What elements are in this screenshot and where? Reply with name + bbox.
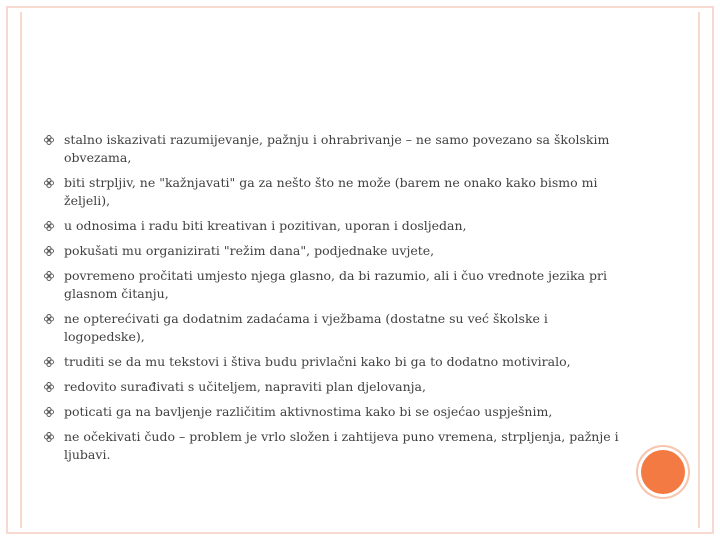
list-item <box>44 174 624 210</box>
flower-bullet-icon <box>44 246 54 256</box>
bullet-text: poticati ga na bavljenje različitim aktivnostima kako bi se osjećao uspješnim, <box>64 404 553 419</box>
bullet-text: redovito surađivati s učiteljem, napraviti plan djelovanja, <box>64 379 426 394</box>
flower-bullet-icon <box>44 271 54 281</box>
list-item <box>44 267 624 303</box>
flower-bullet-icon <box>44 178 54 188</box>
list-item <box>44 403 624 421</box>
bullet-text: stalno iskazivati razumijevanje, pažnju i ohrabrivanje – ne samo povezano sa školskim obvezama, <box>64 132 610 165</box>
bullet-text: ne opterećivati ga dodatnim zadaćama i vježbama (dostatne su već školske i logopedske), <box>64 311 548 344</box>
accent-circle <box>641 450 685 494</box>
list-item <box>44 428 624 464</box>
list-item <box>44 310 624 346</box>
bullet-text: u odnosima i radu biti kreativan i pozitivan, uporan i dosljedan, <box>64 218 467 233</box>
bullet-text: pokušati mu organizirati "režim dana", podjednake uvjete, <box>64 243 435 258</box>
flower-bullet-icon <box>44 221 54 231</box>
list-item <box>44 378 624 396</box>
bullet-text: biti strpljiv, ne "kažnjavati" ga za nešto što ne može (barem ne onako kako bismo mi željeli), <box>64 175 598 208</box>
flower-bullet-icon <box>44 314 54 324</box>
flower-bullet-icon <box>44 135 54 145</box>
flower-bullet-icon <box>44 382 54 392</box>
list-item <box>44 217 624 235</box>
flower-bullet-icon <box>44 432 54 442</box>
flower-bullet-icon <box>44 407 54 417</box>
bullet-text: ne očekivati čudo – problem je vrlo složen i zahtijeva puno vremena, strpljenja, pažnje i ljubavi. <box>64 429 619 462</box>
list-item <box>44 131 624 167</box>
bullet-list <box>44 131 624 471</box>
list-item <box>44 242 624 260</box>
list-item <box>44 353 624 371</box>
bullet-text: truditi se da mu tekstovi i štiva budu privlačni kako bi ga to dodatno motiviralo, <box>64 354 571 369</box>
bullet-text: povremeno pročitati umjesto njega glasno, da bi razumio, ali i čuo vrednote jezika pri glasnom čitanju, <box>64 268 607 301</box>
flower-bullet-icon <box>44 357 54 367</box>
